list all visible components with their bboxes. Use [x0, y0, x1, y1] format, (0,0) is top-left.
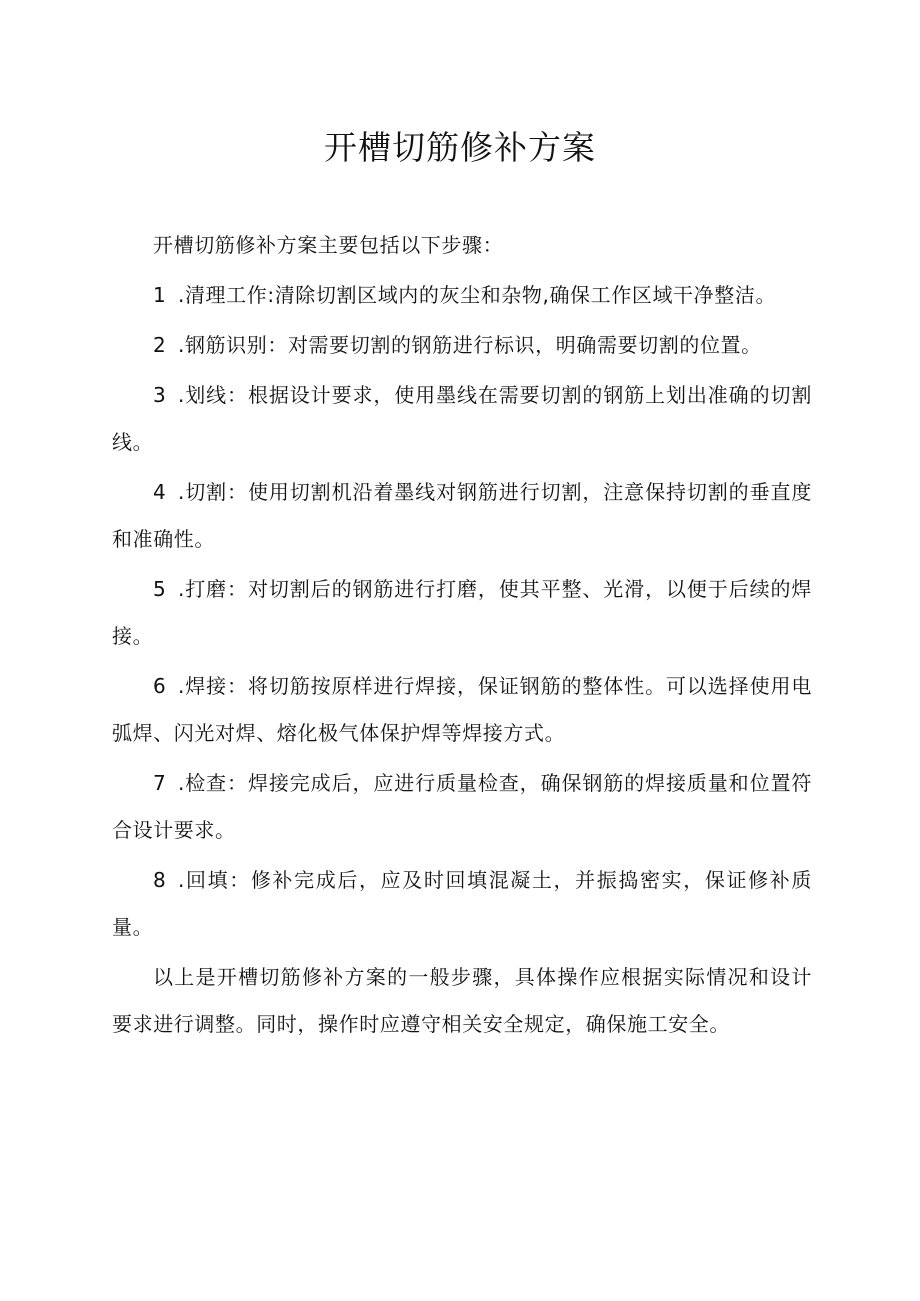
- step-text: .焊接：将切筋按原样进行焊接，保证钢筋的整体性。可以选择使用电弧焊、闪光对焊、熔化极气体保护焊等焊接方式。: [112, 674, 812, 745]
- step-number: 6: [153, 674, 167, 698]
- document-title: 开槽切筋修补方案: [324, 128, 596, 167]
- step-item: [112, 272, 812, 319]
- step-item: [112, 372, 812, 466]
- step-text: .打磨：对切割后的钢筋进行打磨，使其平整、光滑，以便于后续的焊接。: [112, 577, 812, 648]
- step-text: .回填：修补完成后，应及时回填混凝土，并振捣密实，保证修补质量。: [112, 868, 812, 939]
- step-number: 1: [153, 283, 167, 307]
- step-text: .钢筋识别：对需要切割的钢筋进行标识，明确需要切割的位置。: [178, 333, 762, 357]
- step-item: [112, 760, 812, 854]
- step-text: .切割：使用切割机沿着墨线对钢筋进行切割，注意保持切割的垂直度和准确性。: [112, 480, 812, 551]
- conclusion-paragraph: 以上是开槽切筋修补方案的一般步骤，具体操作应根据实际情况和设计要求进行调整。同时，操作时应遵守相关安全规定，确保施工安全。: [112, 965, 812, 1036]
- step-text: .检查：焊接完成后，应进行质量检查，确保钢筋的焊接质量和位置符合设计要求。: [112, 771, 812, 842]
- step-number: 7: [153, 771, 167, 795]
- step-item: [112, 663, 812, 757]
- step-text: .清理工作:清除切割区域内的灰尘和杂物,确保工作区域干净整洁。: [178, 283, 777, 307]
- step-item: [112, 469, 812, 563]
- document-body: [112, 222, 812, 1051]
- step-number: 8: [153, 868, 167, 892]
- step-item: [112, 857, 812, 951]
- step-text: .划线：根据设计要求，使用墨线在需要切割的钢筋上划出准确的切割线。: [112, 383, 812, 454]
- step-item: [112, 322, 812, 369]
- step-number: 5: [153, 577, 167, 601]
- step-number: 2: [153, 333, 167, 357]
- intro-paragraph: 开槽切筋修补方案主要包括以下步骤：: [153, 233, 504, 257]
- step-item: [112, 566, 812, 660]
- step-number: 4: [153, 480, 167, 504]
- step-number: 3: [153, 383, 167, 407]
